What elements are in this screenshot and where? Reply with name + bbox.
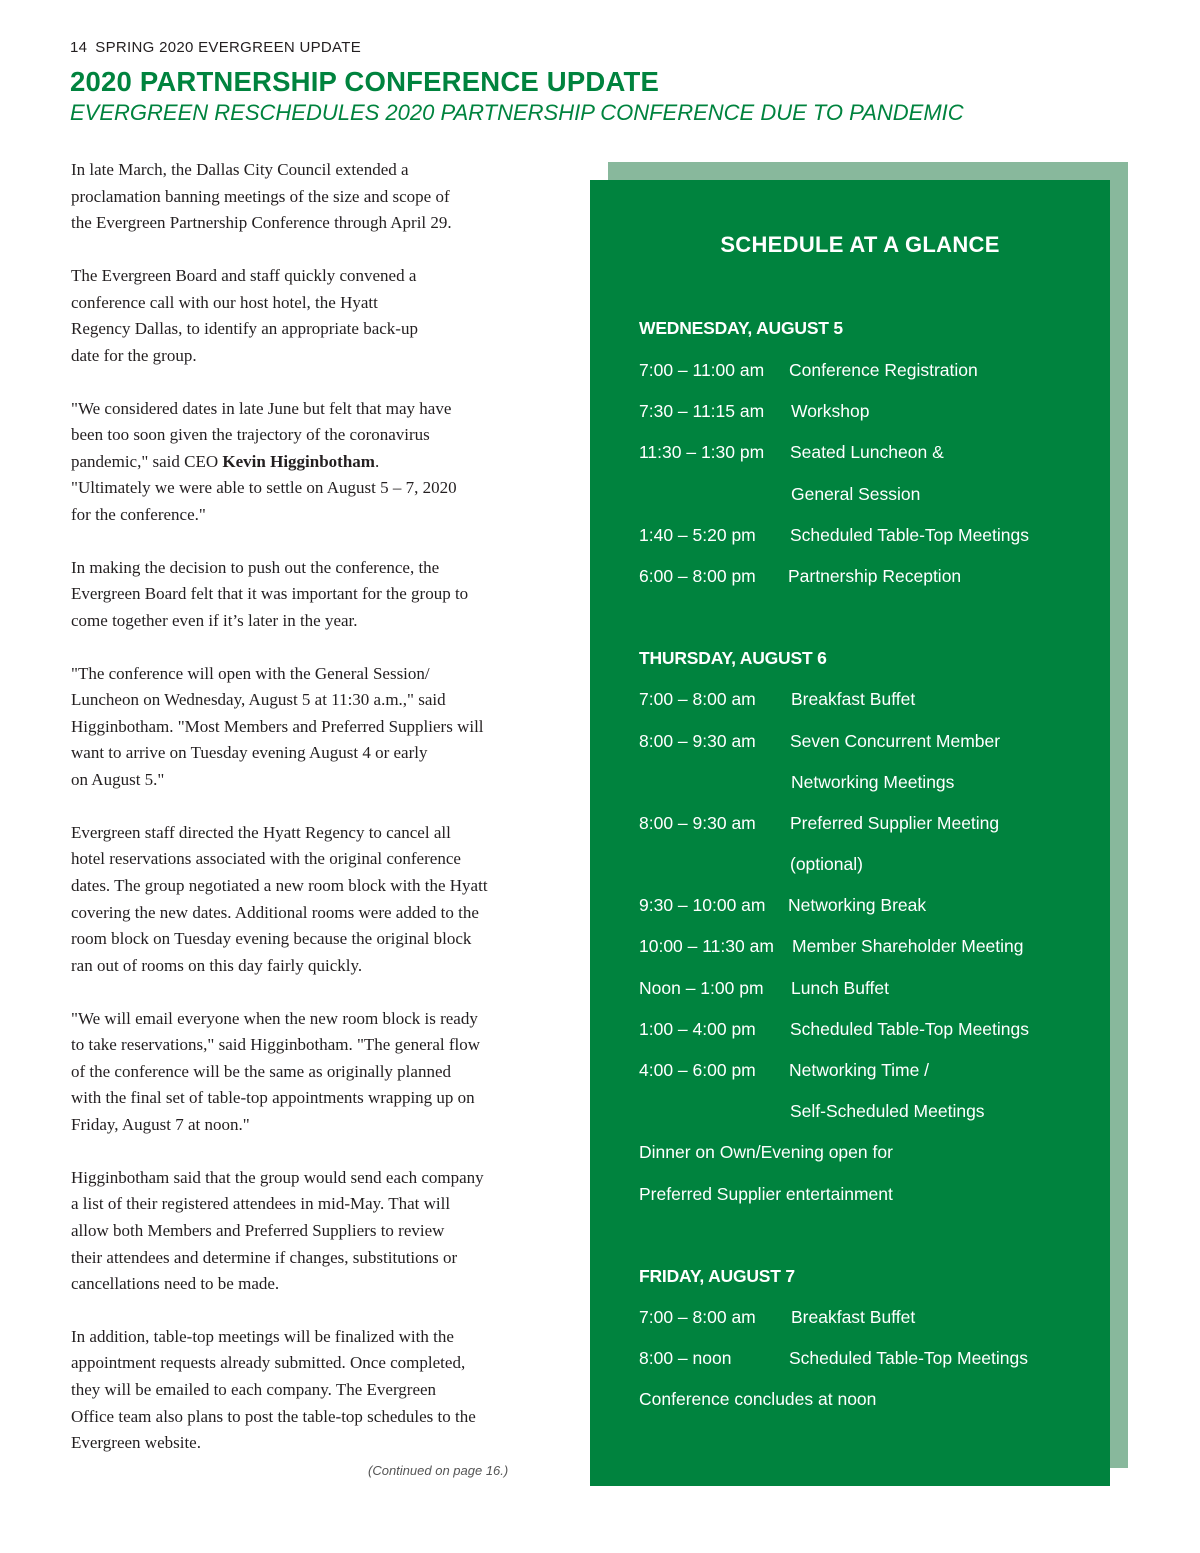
article-body: [71, 157, 561, 1483]
paragraph-5: "The conference will open with the General Session/ Luncheon on Wednesday, August 5 at 11:30 a.m.," said Higginbotham. "Most Members and Preferred Suppliers will want to arrive on Tuesday evening August 4 or early on August 5.": [71, 663, 484, 790]
wednesday-heading: WEDNESDAY, AUGUST 5: [639, 318, 843, 338]
friday-heading: FRIDAY, AUGUST 7: [639, 1266, 795, 1286]
ceo-name: Kevin Higginbotham: [222, 451, 375, 471]
thursday-heading: THURSDAY, AUGUST 6: [639, 648, 827, 668]
paragraph-1: In late March, the Dallas City Council extended a proclamation banning meetings of the size and scope of the Evergreen Partnership Conference through April 29.: [71, 160, 452, 233]
paragraph-8: Higginbotham said that the group would send each company a list of their registered attendees in mid-May. That will allow both Members and Preferred Suppliers to review their attendees and determine if changes, substitutions or cancellations need to be made.: [71, 1167, 484, 1294]
publication-name: SPRING 2020 EVERGREEN UPDATE: [95, 39, 361, 56]
article-subtitle: EVERGREEN RESCHEDULES 2020 PARTNERSHIP CONFERENCE DUE TO PANDEMIC: [70, 100, 964, 125]
article-title: 2020 PARTNERSHIP CONFERENCE UPDATE: [70, 66, 659, 97]
page-number: 14: [70, 39, 88, 56]
paragraph-6: Evergreen staff directed the Hyatt Regency to cancel all hotel reservations associated with the original conference dates. The group negotiated a new room block with the Hyatt covering the new dates. Additional rooms were added to the room block on Tuesday evening because the original block ran out of rooms on this day fairly quickly.: [71, 822, 488, 975]
running-header: [70, 39, 361, 56]
paragraph-7: "We will email everyone when the new room block is ready to take reservations," said Higginbotham. "The general flow of the conference will be the same as originally planned with the final set of table-top appointments wrapping up on Friday, August 7 at noon.": [71, 1008, 481, 1134]
paragraph-2: The Evergreen Board and staff quickly convened a conference call with our host hotel, the Hyatt Regency Dallas, to identify an appropriate back-up date for the group.: [71, 265, 418, 365]
paragraph-4: In making the decision to push out the conference, the Evergreen Board felt that it was important for the group to come together even if it’s later in the year.: [71, 557, 469, 630]
paragraph-9: In addition, table-top meetings will be finalized with the appointment requests already submitted. Once completed, they will be emailed to each company. The Evergreen Office team also plans to post the table-top schedules to the Evergreen website.: [71, 1326, 476, 1453]
schedule-box: SCHEDULE AT A GLANCE WEDNESDAY, AUGUST 5 7:00 – 11:00 am Conference Registration 7:30 – 11:15 am Workshop 11:30 – 1:30 pm Seated Luncheon & General Session 1:40 – 5:20 pm Scheduled Table-Top Meetings 6:00 – 8:00 pm Partnership Reception THURSDAY, AUGUST 6 7:00 – 8:00 am Breakfast Buffet 8:00 – 9:30 am Seven Concurrent Member Networking Meetings 8:00 – 9:30 am Preferred Supplier Meeting (optional) 9:30 – 10:00 am Networking Break 10:00 – 11:30 am Member Shareholder Meeting Noon – 1:00 pm Lunch Buffet 1:00 – 4:00 pm Scheduled Table-Top Meetings 4:00 – 6:00 pm Networking Time / Self-Scheduled Meetings Dinner on Own/Evening open for Preferred Supplier entertainment FRIDAY, AUGUST 7 7:00 – 8:00 am Breakfast Buffet 8:00 – noon Scheduled Table-Top Meetings Conference concludes at noon: [590, 180, 1110, 1486]
paragraph-3: "We considered dates in late June but felt that may have been too soon given the trajectory of the coronavirus pandemic," said CEO Kevin Higginbotham. "Ultimately we were able to settle on August 5 – 7, 2020 for the conference.": [71, 398, 457, 524]
continued-note: (Continued on page 16.): [368, 1463, 509, 1478]
schedule-title: SCHEDULE AT A GLANCE: [720, 232, 1000, 257]
